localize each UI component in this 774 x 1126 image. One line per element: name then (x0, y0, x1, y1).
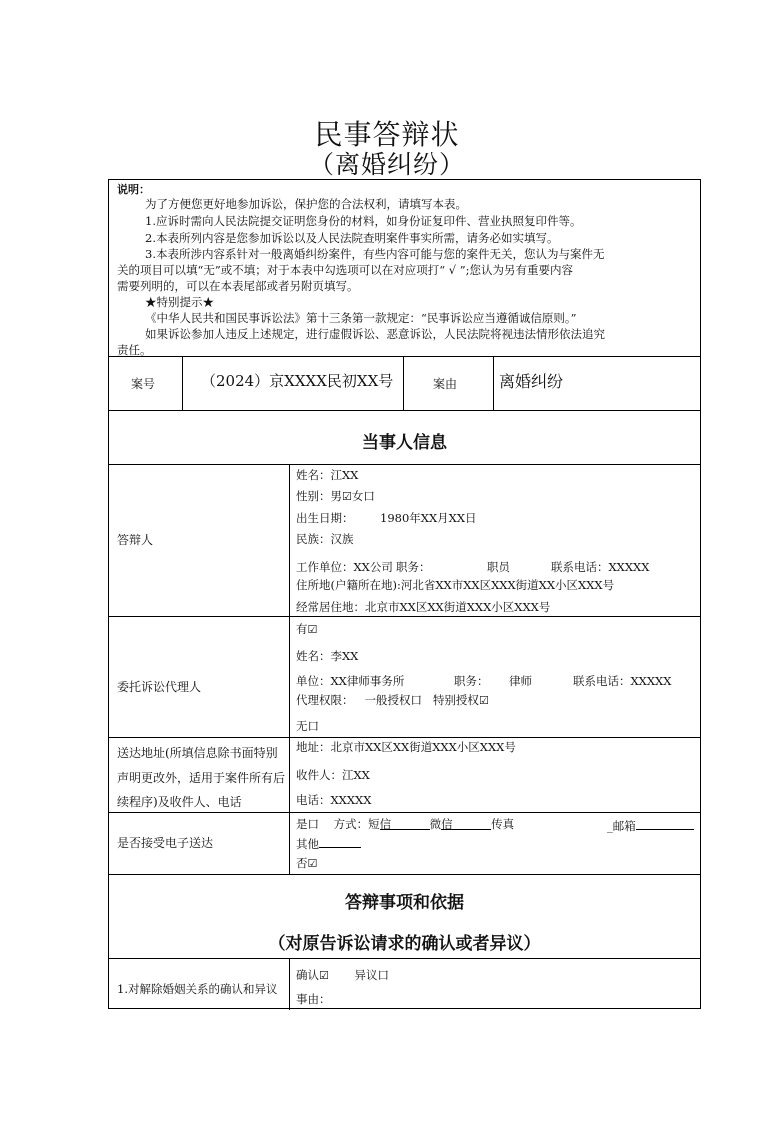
respondent-residence: 经常居住地：北京市XX区XX街道XXX小区XXX号 (296, 600, 551, 614)
item1-reason: 事由： (296, 992, 331, 1006)
agent-has-checkbox[interactable]: ☑ (307, 623, 318, 636)
male-checkbox[interactable]: ☑ (342, 490, 352, 503)
instruction-line: 3.本表所涉内容系针对一般离婚纠纷案件，有些内容可能与您的案件无关，您认为与案件无 (145, 247, 605, 261)
respondent-birth-label: 出生日期： (296, 511, 354, 525)
respondent-position-label: 职务： (396, 560, 431, 574)
general-authority-checkbox[interactable]: 口 (410, 693, 422, 707)
agent-position-value: 律师 (509, 674, 532, 688)
agent-unit: 单位：XX律师事务所 (296, 674, 405, 688)
service-label-line: 续程序)及收件人、电话 (117, 795, 242, 809)
service-recipient: 收件人：江XX (296, 768, 370, 782)
instruction-line: 2.本表所列内容是您参加诉讼以及人民法院查明案件事实所需，请务必如实填写。 (145, 231, 559, 245)
instruction-line: 关的项目可以填“无”或不填；对于本表中勾选项可以在对应项打“ √ ”;您认为另有重要内容 (117, 263, 574, 277)
instructions-heading: 说明： (117, 183, 150, 196)
agent-name: 姓名：李XX (296, 649, 359, 663)
electronic-service-label: 是否接受电子送达 (117, 836, 214, 850)
agent-has: 有☑ (296, 622, 318, 636)
case-cause-label: 案由 (433, 377, 458, 391)
item1-options: 确认☑ 异议口 (296, 968, 389, 982)
respondent-position-value: 职员 (487, 560, 510, 574)
respondent-ethnicity: 民族：汉族 (296, 532, 354, 546)
service-address: 地址：北京市XX区XX街道XXX小区XXX号 (296, 740, 516, 754)
section-parties-heading: 当事人信息 (362, 433, 447, 453)
section-defense-heading: 答辩事项和依据 (345, 893, 464, 913)
instruction-line: 如果诉讼参加人违反上述规定，进行虚假诉讼、恶意诉讼，人民法院将视违法情形依法追究 (145, 327, 605, 341)
document-subtitle: （离婚纠纷） (308, 150, 465, 179)
confirm-checkbox[interactable]: ☑ (319, 969, 329, 982)
special-notice-heading: ★特别提示★ (145, 295, 214, 309)
instruction-line: 《中华人民共和国民事诉讼法》第十三条第一款规定：“民事诉讼应当遵循诚信原则。” (145, 311, 577, 325)
female-checkbox[interactable]: 口 (363, 489, 375, 503)
electronic-no-checkbox[interactable]: ☑ (307, 857, 318, 870)
electronic-yes-checkbox[interactable]: 口 (307, 817, 319, 831)
agent-none: 无口 (296, 719, 319, 733)
service-label-line: 送达地址(所填信息除书面特别 (117, 746, 278, 760)
document-title: 民事答辩状 (314, 118, 460, 151)
electronic-no: 否☑ (296, 856, 318, 870)
agent-label: 委托诉讼代理人 (117, 680, 202, 694)
agent-none-checkbox[interactable]: 口 (307, 719, 319, 733)
form-table (108, 179, 701, 1009)
case-cause-value: 离婚纠纷 (499, 372, 564, 391)
sms-field[interactable]: 信 (380, 817, 430, 830)
item1-label: 1.对解除婚姻关系的确认和异议 (117, 982, 278, 996)
respondent-phone: 联系电话：XXXXX (551, 560, 650, 574)
instruction-line: 1.应诉时需向人民法院提交证明您身份的材料，如身份证复印件、营业执照复印件等。 (145, 214, 582, 228)
other-option: 其他 (296, 835, 361, 852)
instruction-line: 为了方便您更好地参加诉讼，保护您的合法权利，请填写本表。 (145, 197, 467, 211)
instruction-line: 责任。 (117, 343, 152, 357)
respondent-domicile: 住所地(户籍所在地):河北省XX市XX区XXX街道XX小区XXX号 (296, 578, 615, 592)
instruction-line: 需要列明的，可以在本表尾部或者另附页填写。 (117, 279, 359, 293)
service-phone: 电话：XXXXX (296, 793, 372, 807)
special-authority-checkbox[interactable]: ☑ (478, 694, 489, 707)
email-field[interactable] (636, 817, 694, 830)
service-label-line: 声明更改外，适用于案件所有后 (117, 771, 286, 785)
agent-phone: 联系电话：XXXXX (573, 674, 672, 688)
case-number-label: 案号 (131, 377, 156, 391)
respondent-name: 姓名：江XX (296, 468, 359, 482)
object-checkbox[interactable]: 口 (377, 968, 389, 982)
respondent-gender: 性别：男☑女口 (296, 489, 375, 503)
email-option: _邮箱 (607, 817, 694, 834)
respondent-label: 答辩人 (117, 533, 154, 547)
electronic-options: 是口 方式：短信 微信 传真 (296, 817, 515, 831)
respondent-birth-value: 1980年XX月XX日 (380, 511, 477, 525)
wechat-field[interactable]: 信 (441, 817, 491, 830)
agent-authority: 代理权限： 一般授权口 特别授权☑ (296, 693, 489, 707)
agent-position-label: 职务： (454, 674, 489, 688)
section-defense-subheading: （对原告诉讼请求的确认或者异议） (268, 934, 541, 954)
case-number-value: （2024）京XXXX民初XX号 (201, 372, 394, 390)
respondent-work-unit: 工作单位：XX公司 (296, 560, 393, 574)
other-field[interactable] (319, 835, 361, 848)
